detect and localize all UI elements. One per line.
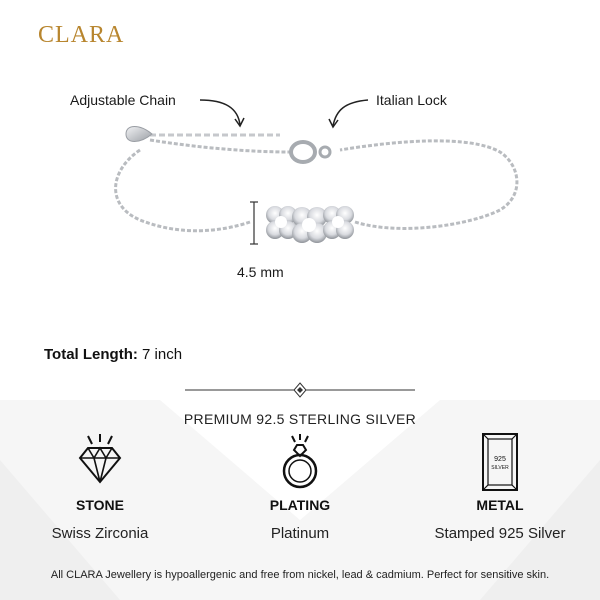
total-length — [44, 346, 182, 363]
feature-plating-title: PLATING — [269, 497, 331, 513]
italian-lock-label: Italian Lock — [376, 92, 447, 108]
hypoallergenic-footnote: All CLARA Jewellery is hypoallergenic and free from nickel, lead & cadmium. Perfect for sensitive skin. — [50, 569, 550, 581]
feature-stone-title: STONE — [76, 497, 124, 513]
total-length-value: 7 inch — [142, 346, 183, 363]
ornamental-divider — [0, 380, 600, 400]
material-headline: PREMIUM 92.5 STERLING SILVER — [183, 411, 417, 427]
feature-metal — [400, 432, 600, 542]
drop-charm — [126, 127, 152, 142]
adjustable-chain-label: Adjustable Chain — [70, 92, 176, 108]
chain-callout-arrow — [200, 100, 240, 125]
stone-clusters — [266, 206, 354, 243]
lock-callout-arrow — [333, 100, 368, 126]
ring-icon — [270, 432, 330, 492]
silver-bar-icon — [470, 432, 530, 492]
feature-stone-value: Swiss Zirconia — [51, 525, 149, 542]
feature-plating-value: Platinum — [270, 525, 330, 542]
bracelet-chain — [116, 150, 250, 231]
italian-lock — [291, 142, 330, 162]
size-bracket — [250, 202, 258, 244]
feature-metal-title: METAL — [476, 497, 524, 513]
brand-logo: CLARA — [38, 22, 125, 48]
size-label: 4.5 mm — [237, 264, 284, 280]
total-length-label: Total Length: — [44, 346, 138, 363]
feature-metal-value: Stamped 925 Silver — [434, 525, 566, 542]
diamond-icon — [70, 432, 130, 492]
feature-plating — [200, 432, 400, 542]
stamp-925: 925 — [494, 456, 506, 463]
stamp-silver: SILVER — [491, 465, 509, 471]
feature-stone — [0, 432, 200, 542]
